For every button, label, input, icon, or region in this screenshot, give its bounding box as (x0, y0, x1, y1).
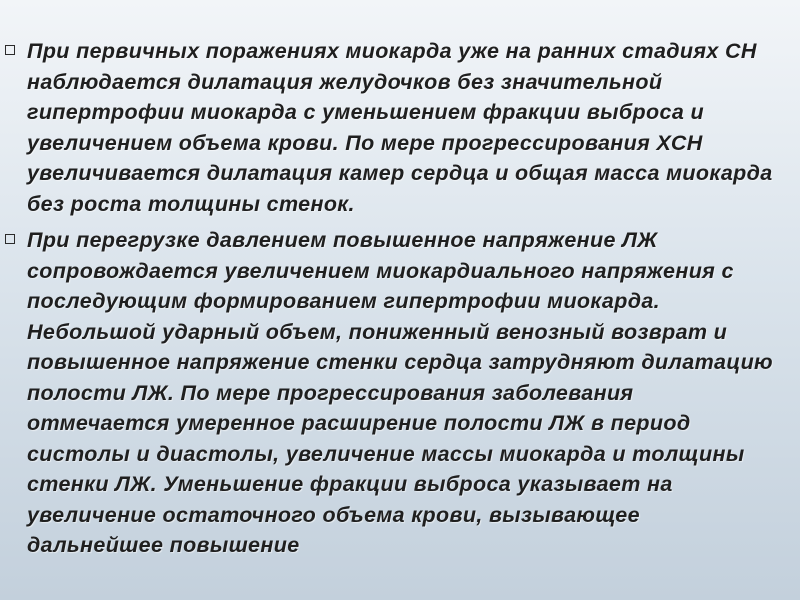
square-bullet-icon (5, 234, 15, 244)
square-bullet-icon (5, 45, 15, 55)
bullet-text-1: При первичных поражениях миокарда уже на ранних стадиях СН наблюдается дилатация желудочков без значительной гипертрофии миокарда с уменьшением фракции выброса и увеличением объема крови. По мере прогрессирования ХСН увеличивается дилатация камер сердца и общая масса миокарда без роста толщины стенок. (27, 39, 773, 216)
bullet-item-2 (0, 225, 800, 561)
bullet-text-2: При перегрузке давлением повышенное напряжение ЛЖ сопровождается увеличением миокардиального напряжения с последующим формированием гипертрофии миокарда. Небольшой ударный объем, пониженный венозный возврат и повышенное напряжение стенки сердца затрудняют дилатацию полости ЛЖ. По мере прогрессирования заболевания отмечается умеренное расширение полости ЛЖ в период систолы и диастолы, увеличение массы миокарда и толщины стенки ЛЖ. Уменьшение фракции выброса указывает на увеличение остаточного объема крови, вызывающее дальнейшее повышение (27, 228, 774, 557)
bullet-item-1 (0, 36, 800, 219)
bullet-list (0, 36, 800, 567)
